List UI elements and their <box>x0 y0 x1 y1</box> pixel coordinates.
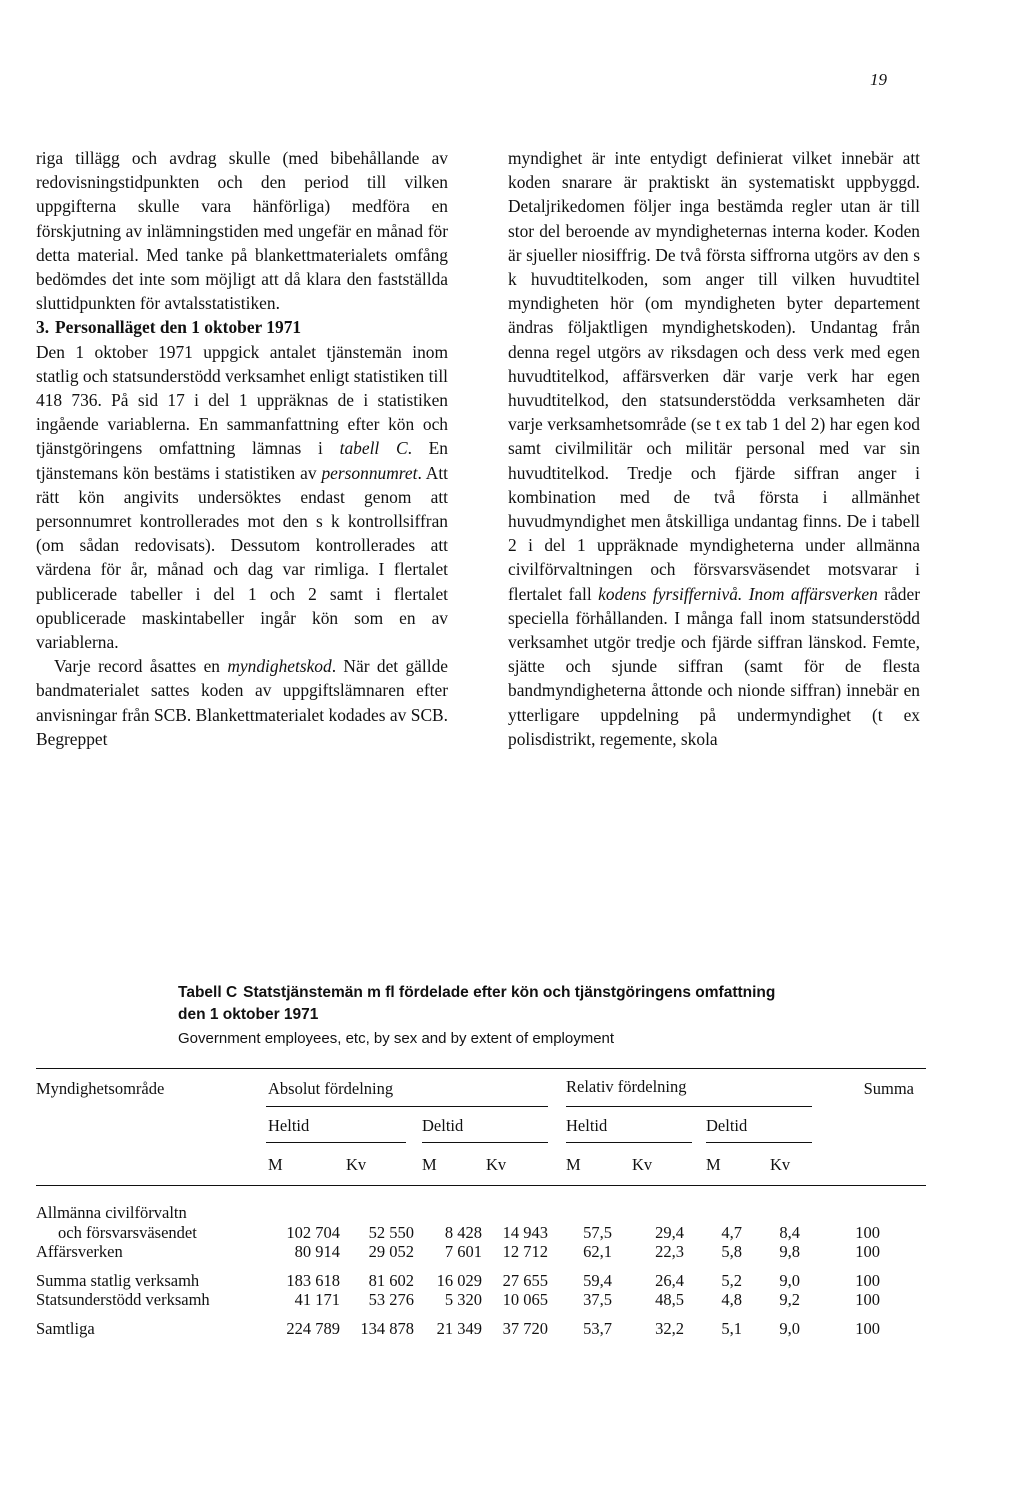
table-caption-title <box>178 982 938 1026</box>
section-heading <box>36 315 448 339</box>
table-cell: 134 878 <box>360 1319 414 1338</box>
row-label: Allmänna civilförvaltn <box>36 1203 187 1222</box>
table-cell: 57,5 <box>583 1223 612 1242</box>
header-relative: Relativ fördelning <box>566 1077 687 1096</box>
header-abs-heltid: Heltid <box>268 1116 310 1135</box>
table-rule <box>36 1185 926 1186</box>
emphasis-text: kodens fyrsiffernivå. Inom affärsverken <box>598 583 878 604</box>
table-cell: 26,4 <box>655 1271 684 1290</box>
table-rule <box>36 1068 926 1069</box>
header-absolute: Absolut fördelning <box>268 1079 394 1098</box>
table-cell: 10 065 <box>502 1290 548 1309</box>
table-cell: 5,2 <box>721 1271 742 1290</box>
table-cell: 5,8 <box>721 1242 742 1261</box>
table-cell: 9,0 <box>779 1319 800 1338</box>
table-subtitle: Government employees, etc, by sex and by extent of employment <box>178 1030 615 1047</box>
emphasis-text: tabell C <box>339 438 408 459</box>
left-column <box>36 146 448 751</box>
table-cell: 52 550 <box>368 1223 414 1242</box>
table-cell: 4,8 <box>721 1290 742 1309</box>
table-caption <box>178 982 938 1047</box>
body-paragraph: Varje record åsattes en myndighetskod. När det gällde bandmaterialet sattes koden av uppgiftslämnaren efter anvisningar från SCB. Blankettmaterialet kodades av SCB. Begreppet <box>36 656 448 749</box>
table-rule <box>266 1106 548 1107</box>
table-rule <box>706 1142 812 1143</box>
header-sub: M <box>268 1155 283 1174</box>
table-cell: 9,8 <box>779 1242 800 1261</box>
table-cell: 100 <box>855 1290 880 1309</box>
table-cell: 224 789 <box>286 1319 340 1338</box>
table-cell: 9,2 <box>779 1290 800 1309</box>
table-cell: 29,4 <box>655 1223 684 1242</box>
table-cell: 32,2 <box>655 1319 684 1338</box>
page-number: 19 <box>870 70 887 89</box>
row-label: Affärsverken <box>36 1242 123 1261</box>
table-cell: 29 052 <box>368 1242 414 1261</box>
header-sub: Kv <box>346 1155 367 1174</box>
table-cell: 62,1 <box>583 1242 612 1261</box>
body-paragraph: Den 1 oktober 1971 uppgick antalet tjänstemän inom statlig och statsunderstödd verksamhet enligt statistiken till 418 736. På sid 17 i del 1 uppräknas de i statistiken ingående variablerna. En sammanfattning efter kön och tjänstgöringens omfattning lämnas i tabell C. En tjänstemans kön bestäms i statistiken av personnumret. Att rätt kön angivits undersöktes endast genom att personnumret kontrollerades mot den s k kontrollsiffran (om sådan redovisats). Dessutom kontrollerades att värdena för år, månad och dag var rimliga. I flertalet publicerade tabeller i del 1 och 2 samt i flertalet opublicerade maskintabeller ingår kön som en av variablerna. <box>36 341 448 653</box>
section-title: Personalläget den 1 oktober 1971 <box>55 317 302 338</box>
table-cell: 37 720 <box>502 1319 548 1338</box>
header-sub: Kv <box>486 1155 507 1174</box>
table-cell: 59,4 <box>583 1271 612 1290</box>
table-cell: 53 276 <box>368 1290 414 1309</box>
table-cell: 48,5 <box>655 1290 684 1309</box>
header-rel-heltid: Heltid <box>566 1116 608 1135</box>
header-rel-deltid: Deltid <box>706 1116 748 1135</box>
table-cell: 5 320 <box>444 1290 482 1309</box>
section-number: 3. <box>36 317 50 338</box>
data-table <box>36 1068 926 1358</box>
table-cell: 8,4 <box>779 1223 800 1242</box>
row-label-continued: och försvarsväsendet <box>58 1223 197 1242</box>
header-sub: Kv <box>770 1155 791 1174</box>
table-cell: 22,3 <box>655 1242 684 1261</box>
table-cell: 37,5 <box>583 1290 612 1309</box>
header-area: Myndighetsområde <box>36 1079 165 1098</box>
right-column <box>508 146 920 751</box>
header-sub: M <box>706 1155 721 1174</box>
table-label: Tabell C <box>178 984 238 1001</box>
table-cell: 100 <box>855 1319 880 1338</box>
header-sum: Summa <box>863 1079 914 1098</box>
row-label: Summa statlig verksamh <box>36 1271 200 1290</box>
table-rule <box>566 1106 812 1107</box>
table-cell: 8 428 <box>444 1223 482 1242</box>
emphasis-text: myndighetskod <box>227 656 332 677</box>
header-sub: M <box>422 1155 437 1174</box>
table-rule <box>422 1142 548 1143</box>
table-cell: 80 914 <box>294 1242 340 1261</box>
table-title-line2: den 1 oktober 1971 <box>178 1006 319 1023</box>
table-cell: 102 704 <box>286 1223 340 1242</box>
table-cell: 53,7 <box>583 1319 612 1338</box>
table-cell: 100 <box>855 1271 880 1290</box>
table-cell: 81 602 <box>368 1271 414 1290</box>
row-label: Statsunderstödd verksamh <box>36 1290 210 1309</box>
table-cell: 7 601 <box>444 1242 482 1261</box>
table-cell: 12 712 <box>502 1242 548 1261</box>
table-cell: 100 <box>855 1242 880 1261</box>
header-sub: Kv <box>632 1155 653 1174</box>
table-cell: 9,0 <box>779 1271 800 1290</box>
table-cell: 21 349 <box>436 1319 482 1338</box>
table-cell: 14 943 <box>502 1223 548 1242</box>
table-rule <box>266 1142 406 1143</box>
table-cell: 4,7 <box>721 1223 742 1242</box>
table-cell: 16 029 <box>436 1271 482 1290</box>
table-cell: 5,1 <box>721 1319 742 1338</box>
table-cell: 100 <box>855 1223 880 1242</box>
table-cell: 41 171 <box>294 1290 340 1309</box>
row-label: Samtliga <box>36 1319 95 1338</box>
header-sub: M <box>566 1155 581 1174</box>
intro-paragraph: riga tillägg och avdrag skulle (med bibehållande av redovisningstidpunkten och den period till vilken uppgifterna skulle vara hänförliga) medföra en förskjutning av inlämningstiden med ungefär en månad för detta material. Med tanke på blankettmaterialets omfång bedömdes det inte som möjligt att då klara den fastställda sluttidpunkten för avtalsstatistiken. <box>36 148 448 314</box>
table-rule <box>566 1142 692 1143</box>
table-cell: 27 655 <box>502 1271 548 1290</box>
table-cell: 183 618 <box>286 1271 340 1290</box>
body-paragraph: myndighet är inte entydigt definierat vilket innebär att koden snarare är praktiskt än systematiskt uppbyggd. Detaljrikedomen följer inga bestämda regler utan är till stor del beroende av myndigheternas interna koder. Koden är sjueller niosiffrig. De två första siffrorna utgörs av den s k huvudtitelkoden, som anger till vilken huvudtitel myndigheten hör (om myndigheten byter departement ändras följaktligen myndighetskoden). Undantag från denna regel utgörs av riksdagen och dess verk med egen huvudtitelkod, affärsverken där varje verk har egen huvudtitelkod, den statsunderstödda verksamheten där varje verksamhetsområde (se t ex tab 1 del 2) har egen kod samt civilmilitär och militär personal med var sin huvudtitelkod. Tredje och fjärde siffran anger i kombination med de två första i allmänhet huvudmyndighet men åtskilliga undantag finns. De i tabell 2 i del 1 uppräknade myndigheterna under allmänna civilförvaltningen och försvarsväsendet motsvarar i flertalet fall kodens fyrsiffernivå. Inom affärsverken råder speciella förhållanden. I många fall inom statsunderstödd verksamhet utgör tredje och fjärde siffran länskod. Femte, sjätte och sjunde siffran (samt för de flesta bandmyndigheterna åttonde och nionde siffran) innebär en ytterligare uppdelning på undermyndighet (t ex polisdistrikt, regemente, skola <box>508 148 920 749</box>
header-abs-deltid: Deltid <box>422 1116 464 1135</box>
table-title-line1: Statstjänstemän m fl fördelade efter kön och tjänstgöringens omfattning <box>243 984 776 1001</box>
emphasis-text: personnumret <box>321 462 418 483</box>
